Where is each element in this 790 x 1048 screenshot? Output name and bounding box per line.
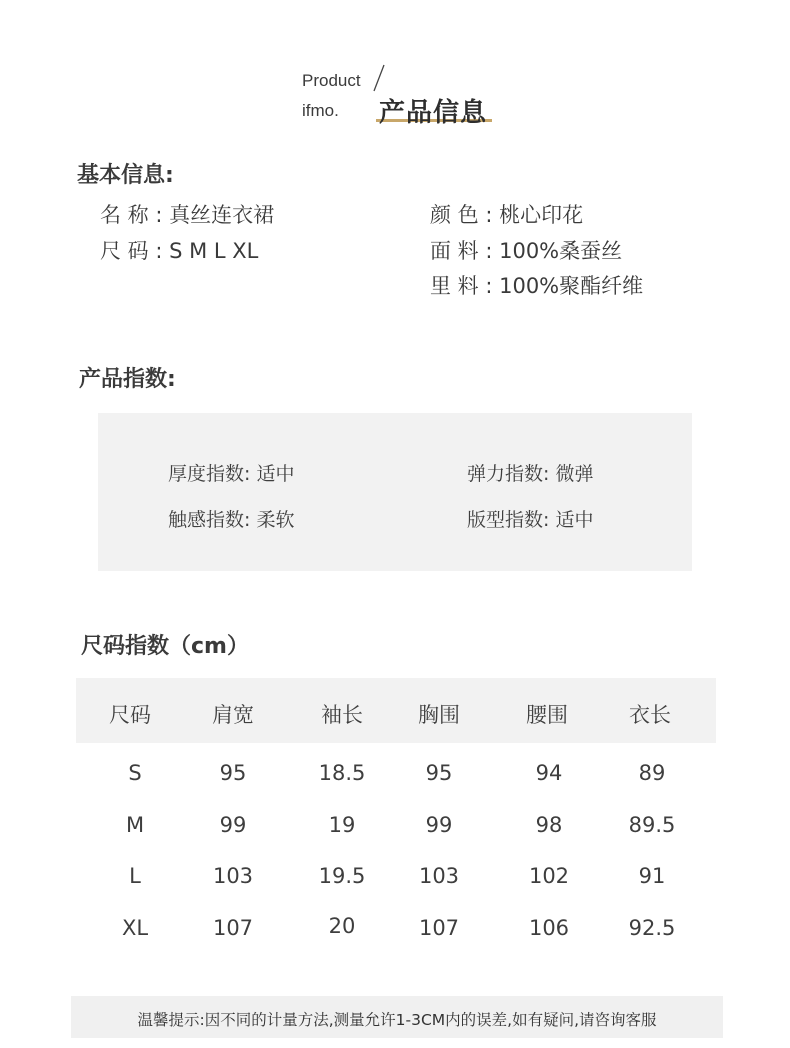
table-cell: 95 [219, 761, 247, 785]
basic-color: 颜 色 : 桃心印花 [430, 203, 584, 227]
table-cell: 103 [418, 864, 460, 888]
table-cell: 106 [528, 916, 570, 940]
table-cell: 89.5 [628, 813, 676, 837]
basic-lining: 里 料 : 100%聚酯纤维 [430, 274, 644, 298]
index-elasticity: 弹力指数: 微弹 [467, 463, 594, 485]
table-cell: 103 [212, 864, 254, 888]
product-index-heading: 产品指数: [79, 367, 176, 392]
table-cell: 89 [638, 761, 666, 785]
page-title: 产品信息 [379, 98, 488, 128]
index-thickness: 厚度指数: 适中 [168, 463, 295, 485]
table-cell: 20 [328, 914, 356, 938]
index-fit: 版型指数: 适中 [467, 509, 594, 531]
basic-fabric: 面 料 : 100%桑蚕丝 [430, 239, 623, 263]
size-index-heading: 尺码指数（cm） [81, 634, 249, 659]
table-header-cell: 胸围 [418, 703, 460, 727]
table-header-cell: 腰围 [526, 703, 568, 727]
table-cell: 98 [535, 813, 563, 837]
table-cell: XL [121, 916, 149, 940]
table-cell: S [128, 761, 142, 785]
basic-size: 尺 码 : S M L XL [100, 239, 259, 263]
table-cell: 99 [425, 813, 453, 837]
basic-name: 名 称 : 真丝连衣裙 [100, 203, 275, 227]
table-cell: 99 [219, 813, 247, 837]
table-cell: M [125, 813, 145, 837]
table-cell: 92.5 [628, 916, 676, 940]
table-cell: 94 [535, 761, 563, 785]
index-panel [98, 413, 692, 571]
table-header-cell: 衣长 [629, 703, 671, 727]
header-product-text: Product [302, 71, 361, 90]
table-cell: 18.5 [318, 761, 366, 785]
table-cell: 95 [425, 761, 453, 785]
basic-info-heading: 基本信息: [77, 163, 174, 188]
slash-decoration-icon [372, 64, 386, 92]
footer-note-text: 温馨提示:因不同的计量方法,测量允许1-3CM内的误差,如有疑问,请咨询客服 [137, 1011, 657, 1029]
table-header-cell: 肩宽 [212, 703, 254, 727]
header-ifmo-text: ifmo. [302, 101, 339, 120]
table-cell: 107 [212, 916, 254, 940]
table-cell: 107 [418, 916, 460, 940]
table-cell: 19 [328, 813, 356, 837]
table-cell: L [129, 864, 141, 888]
table-header-cell: 袖长 [321, 703, 363, 727]
table-cell: 102 [528, 864, 570, 888]
index-touch: 触感指数: 柔软 [168, 509, 295, 531]
table-header-cell: 尺码 [109, 703, 151, 727]
table-cell: 19.5 [318, 864, 366, 888]
table-cell: 91 [638, 864, 666, 888]
